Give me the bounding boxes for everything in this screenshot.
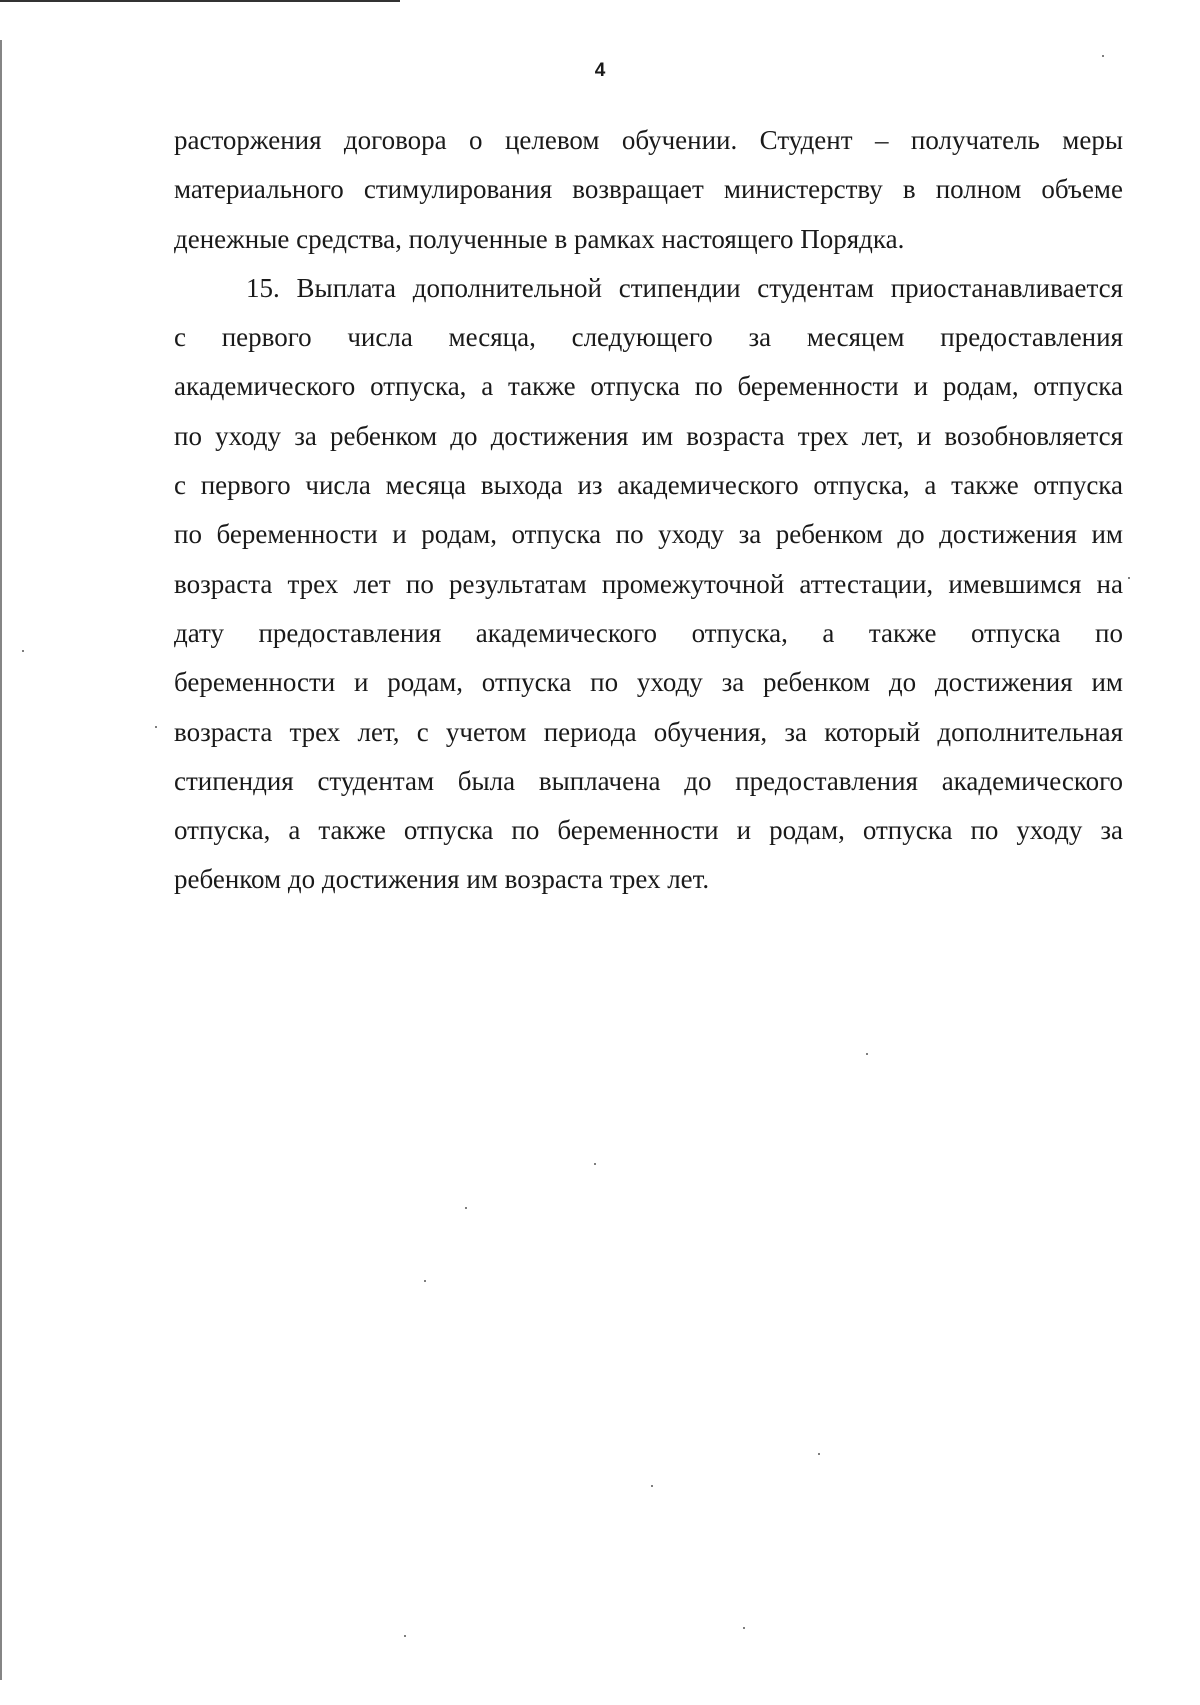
document-body (174, 116, 1123, 905)
text-line: беременности и родам, отпуска по уходу за ребенком до достижения им (174, 667, 1123, 698)
text-line: денежные средства, полученные в рамках настоящего Порядка. (174, 223, 905, 254)
scan-speck (424, 1280, 426, 1282)
scan-speck (404, 1635, 406, 1637)
scan-speck (1128, 577, 1130, 579)
text-line: ребенком до достижения им возраста трех лет. (174, 864, 710, 895)
text-line: возраста трех лет по результатам промежуточной аттестации, имевшимся на (174, 568, 1123, 599)
scan-speck (651, 1485, 653, 1487)
text-line: с первого числа месяца выхода из академического отпуска, а также отпуска (174, 470, 1123, 501)
text-line: расторжения договора о целевом обучении. Студент – получатель меры (174, 125, 1123, 155)
page-number: 4 (594, 60, 606, 81)
text-line: по уходу за ребенком до достижения им возраста трех лет, и возобновляется (174, 420, 1123, 451)
scan-speck (866, 1053, 868, 1055)
scan-border-left (0, 40, 2, 1680)
scan-speck (155, 726, 157, 728)
text-line: возраста трех лет, с учетом периода обучения, за который дополнительная (174, 716, 1123, 747)
scan-speck (22, 650, 24, 652)
text-line: академического отпуска, а также отпуска по беременности и родам, отпуска (174, 371, 1123, 402)
scan-speck (594, 1163, 596, 1165)
scan-speck (743, 1627, 745, 1629)
text-line: отпуска, а также отпуска по беременности и родам, отпуска по уходу за (174, 815, 1123, 846)
scan-speck (818, 1453, 820, 1455)
scan-speck (465, 1207, 467, 1209)
text-line: материального стимулирования возвращает министерству в полном объеме (174, 174, 1123, 205)
text-line: стипендия студентам была выплачена до предоставления академического (174, 765, 1123, 796)
text-line: по беременности и родам, отпуска по уходу за ребенком до достижения им (174, 519, 1123, 550)
scan-border-top (0, 0, 400, 2)
scan-speck (1102, 55, 1104, 57)
paragraph-first-line: 15. Выплата дополнительной стипендии студентам приостанавливается (246, 272, 1123, 303)
text-line: с первого числа месяца, следующего за месяцем предоставления (174, 322, 1123, 353)
text-line: дату предоставления академического отпуска, а также отпуска по (174, 617, 1123, 648)
